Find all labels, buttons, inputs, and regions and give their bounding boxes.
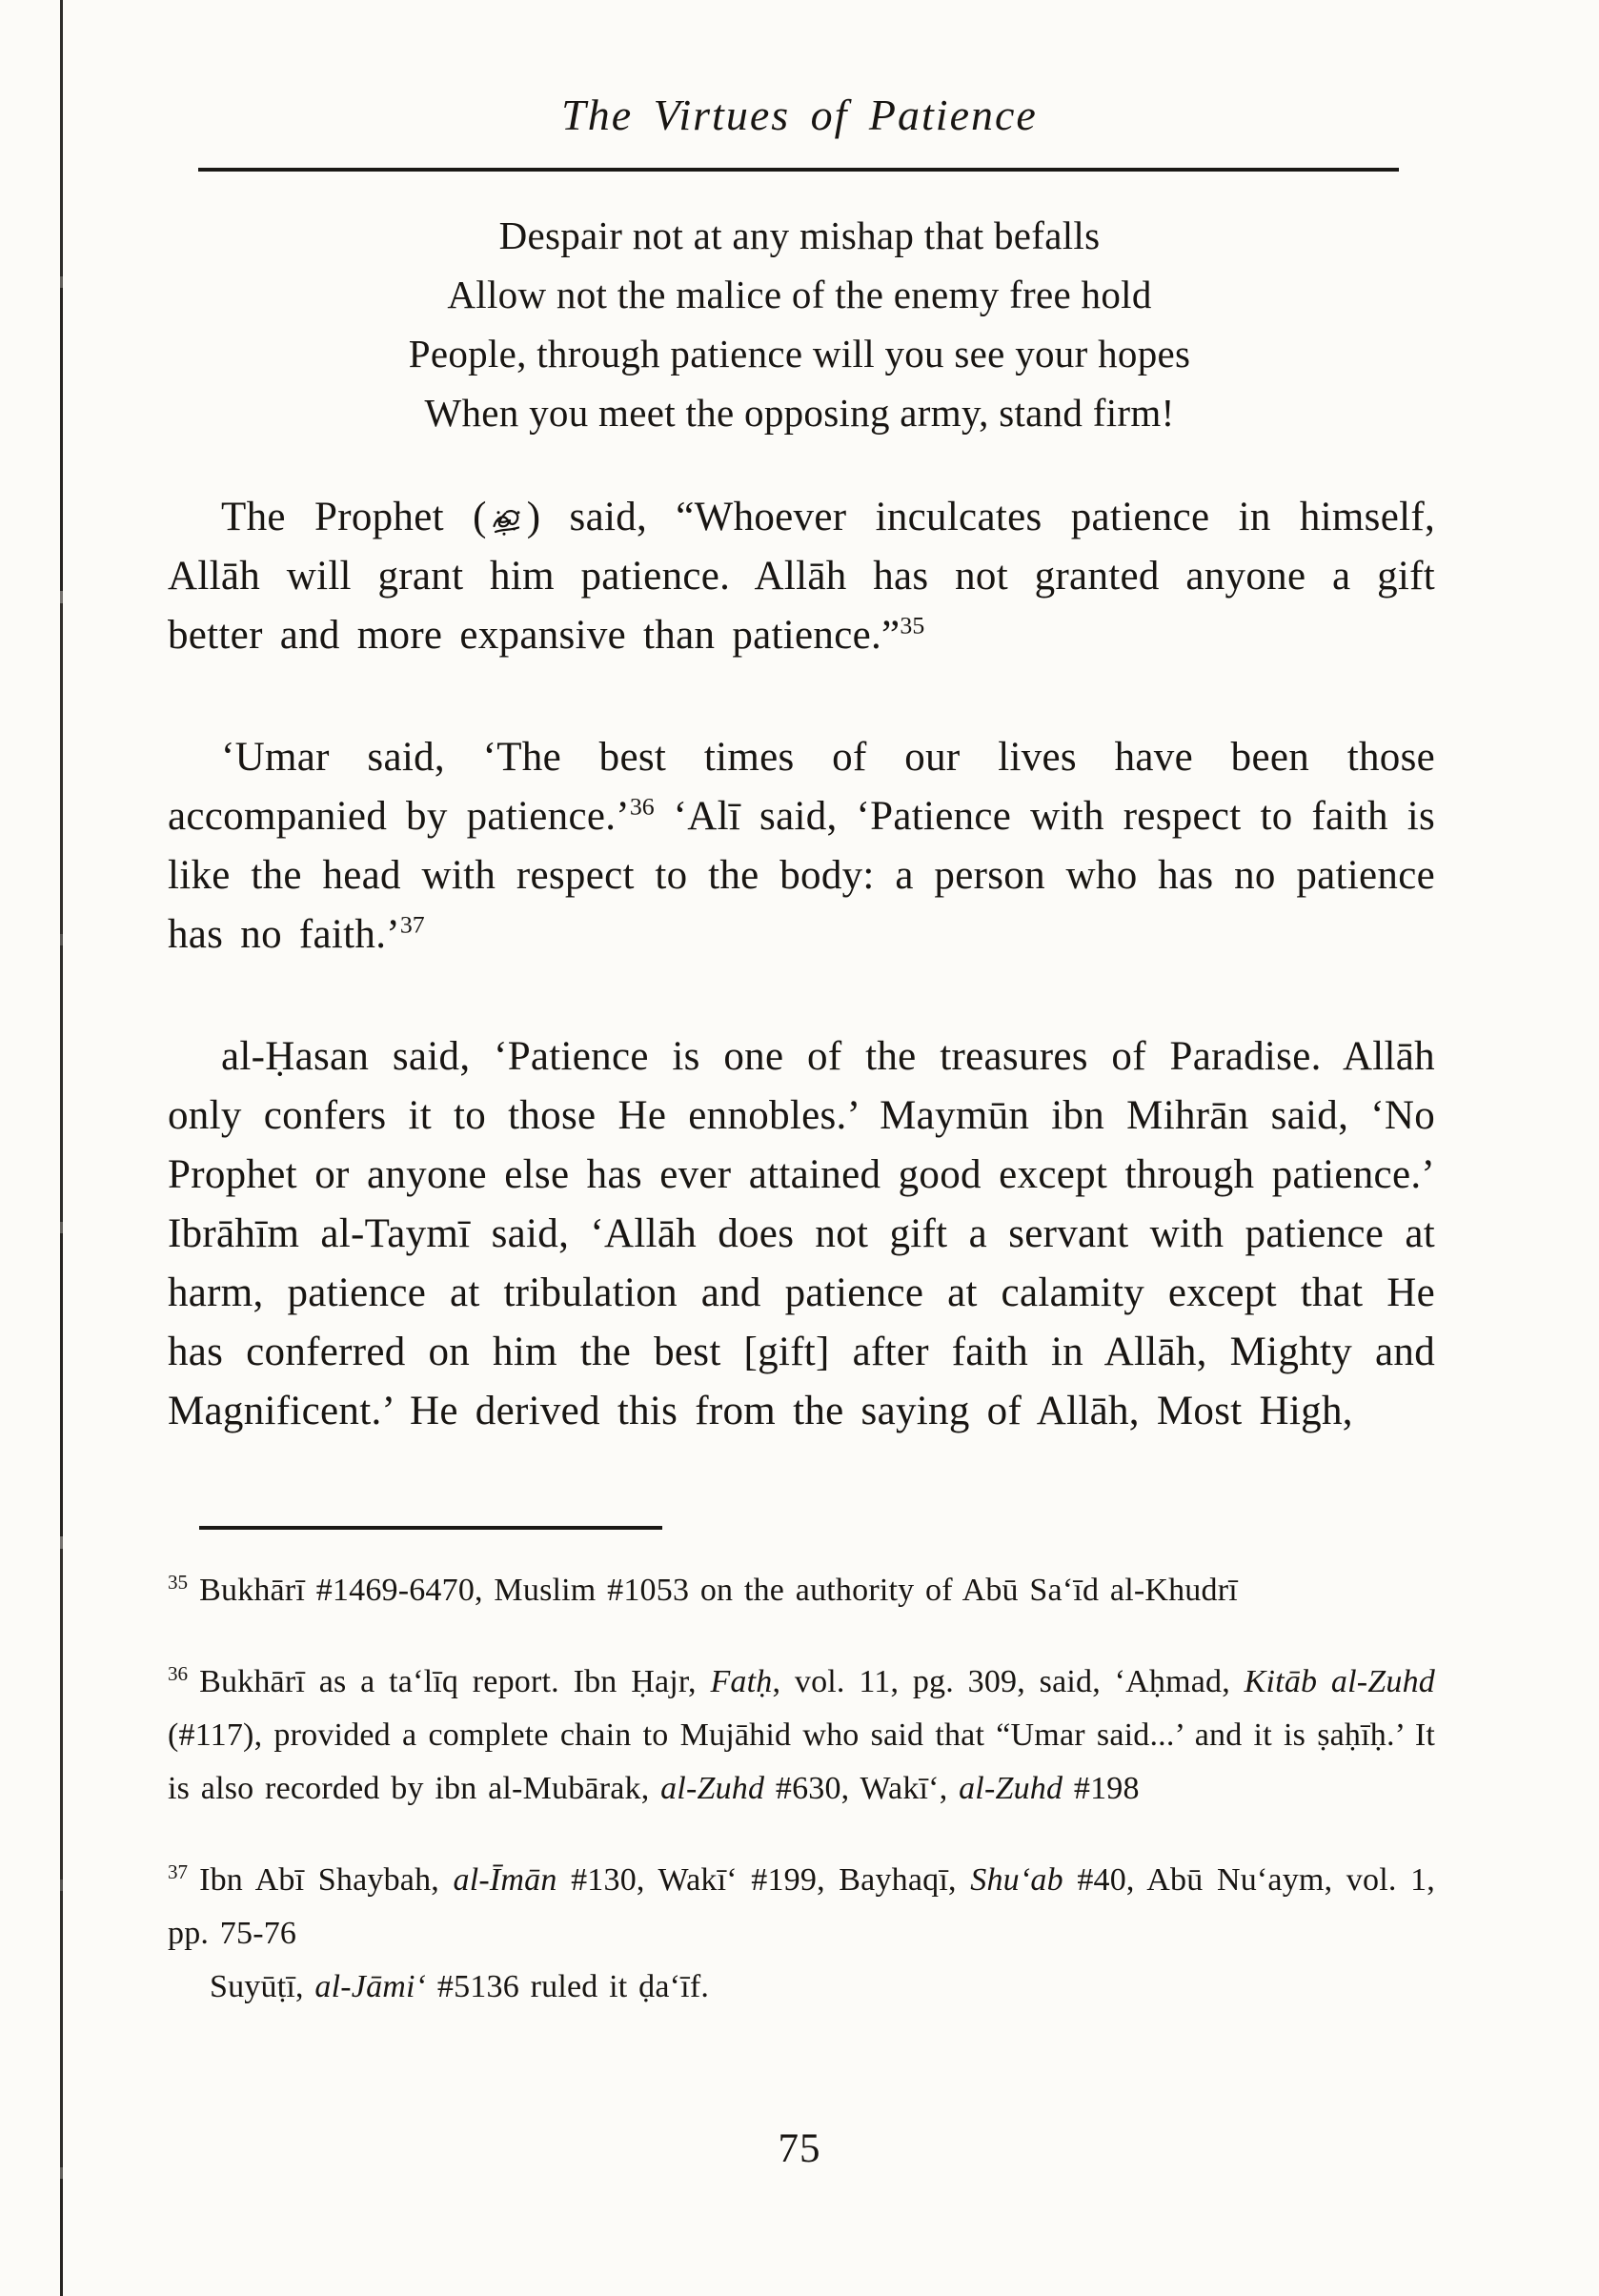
footnote-line: $^{35}$ Bukhārī #1469-6470, Muslim #1053 on the authority of Abū Sa‘īd al-Khudrī <box>168 1570 1238 1608</box>
italic-title-text: al-Īmān <box>453 1862 557 1898</box>
footnote-35 <box>168 1564 1435 1617</box>
scan-gutter-line <box>60 0 63 2296</box>
footnote-line: $^{36}$ Bukhārī as a ta‘līq report. Ibn Ḥajr, Fatḥ, vol. 11, pg. 309, said, ‘Aḥmad, Kitāb al-Zuhd (#117), provided a complete chain to Mujāhid who said that “Umar said...’ and it is ṣaḥīḥ.’ It is also recorded by ibn al-Mubārak, al-Zuhd #630, Wakī‘, al-Zuhd #198 <box>168 1661 1436 1806</box>
italic-title-text: al-Jāmi‘ <box>314 1969 427 2004</box>
paragraph: ‘Umar said, ‘The best times of our lives have been those accompanied by patience.’$^{36}$ ‘Alī said, ‘Patience with respect to faith is like the head with respect to the body: a person who has no patience has no faith.’$^{37}$ <box>168 735 1435 957</box>
italic-title-text: Fatḥ <box>710 1664 773 1699</box>
footnote-36 <box>168 1656 1435 1816</box>
footnote-number: 37 <box>168 1859 189 1883</box>
page-number: 75 <box>778 2126 821 2171</box>
poem-line: Despair not at any mishap that befalls <box>498 213 1101 257</box>
italic-title-text: Shu‘ab <box>970 1862 1063 1898</box>
footnote-37 <box>168 1854 1435 2014</box>
footnotes <box>168 1564 1435 2052</box>
footnote-marker: 37 <box>399 910 425 939</box>
footnote-line: Suyūṭī, al-Jāmi‘ #5136 ruled it ḍa‘īf. <box>210 1969 710 2004</box>
running-header-title: The Virtues of Patience <box>561 91 1038 139</box>
italic-title-text: al-Zuhd <box>959 1771 1063 1806</box>
footnote-number: 35 <box>168 1570 189 1594</box>
footnote-marker: 36 <box>629 792 655 821</box>
paragraph: al-Ḥasan said, ‘Patience is one of the treasures of Paradise. Allāh only confers it to those He ennobles.’ Maymūn ibn Mihrān said, ‘No Prophet or anyone else has ever attained good except through patience.’ Ibrāhīm al-Taymī said, ‘Allāh does not gift a servant with patience at harm, patience at tribulation and patience at calamity except that He has conferred on him the best [gift] after faith in Allāh, Mighty and Magnificent.’ He derived this from the saying of Allāh, Most High, <box>168 1034 1435 1433</box>
italic-title-text: Kitāb al-Zuhd <box>1244 1664 1436 1699</box>
footnote-marker: 35 <box>900 611 925 640</box>
prophet-honorific-icon <box>490 505 524 538</box>
poem-line: People, through patience will you see your hopes <box>408 332 1191 376</box>
header-rule <box>198 168 1399 172</box>
footnote-number: 36 <box>168 1661 189 1685</box>
poem <box>85 206 1514 442</box>
footnote-line: $^{37}$ Ibn Abī Shaybah, al-Īmān #130, Wakī‘ #199, Bayhaqī, Shu‘ab #40, Abū Nu‘aym, vol. 1, pp. 75-76 <box>168 1859 1435 1951</box>
italic-title-text: al-Zuhd <box>660 1771 765 1806</box>
footnote-separator <box>199 1526 662 1530</box>
paragraph: The Prophet ( ) said, “Whoever inculcates patience in himself, Allāh will grant him patience. Allāh has not granted anyone a gift better and more expansive than patience.”$^{35}$ <box>168 495 1435 658</box>
poem-line: When you meet the opposing army, stand firm! <box>424 391 1175 435</box>
poem-line: Allow not the malice of the enemy free hold <box>447 273 1152 316</box>
body-paragraphs <box>168 488 1435 1441</box>
